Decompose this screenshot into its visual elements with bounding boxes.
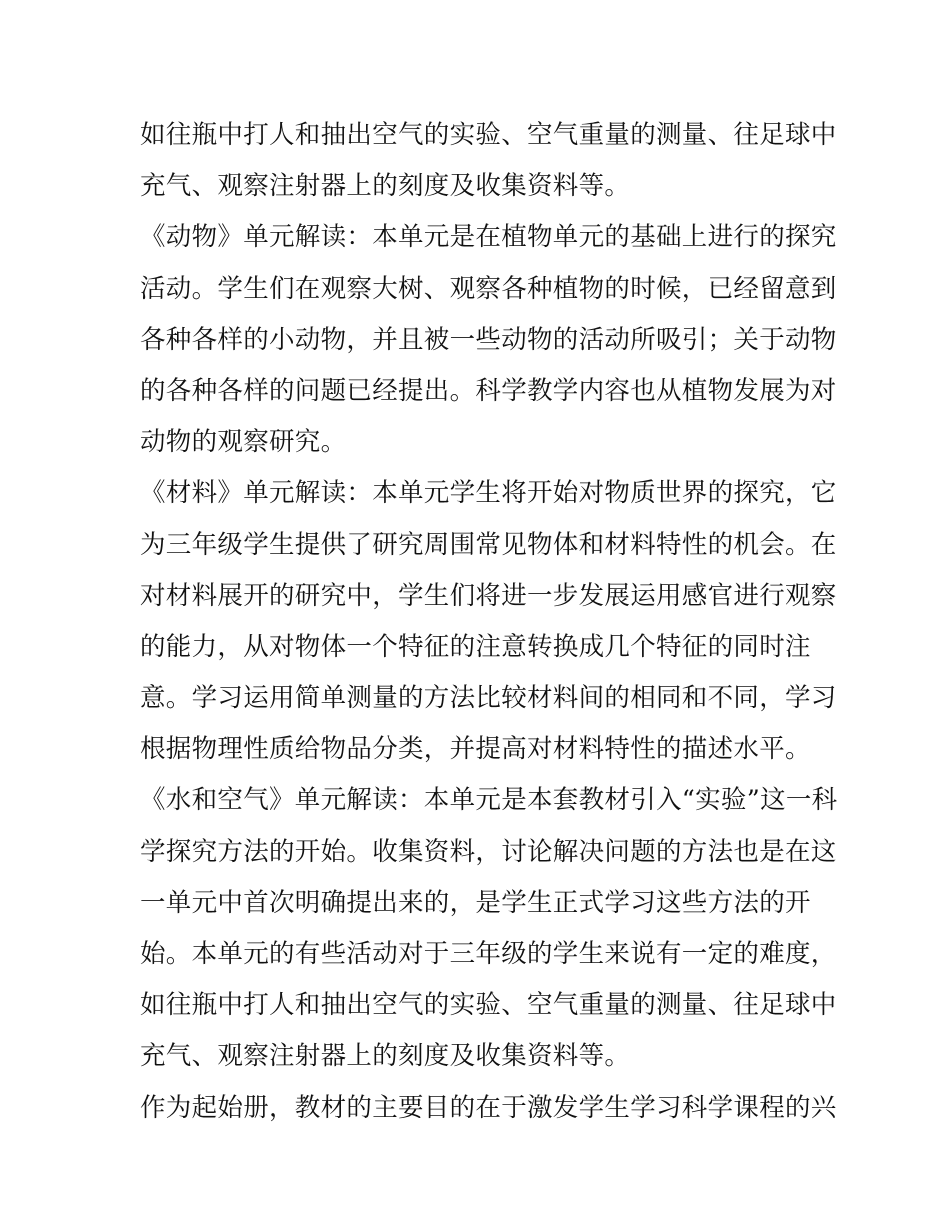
text-line: 活动。学生们在观察大树、观察各种植物的时候，已经留意到 [140,273,837,304]
text-line: 根据物理性质给物品分类，并提高对材料特性的描述水平。 [140,734,811,765]
text-line: 为三年级学生提供了研究周围常见物体和材料特性的机会。在 [140,529,837,560]
text-line: 的能力，从对物体一个特征的注意转换成几个特征的同时注 [140,631,811,662]
text-line: 《动物》单元解读：本单元是在植物单元的基础上进行的探究 [140,222,837,253]
text-line: 作为起始册，教材的主要目的在于激发学生学习科学课程的兴 [140,1092,837,1123]
text-line: 各种各样的小动物，并且被一些动物的活动所吸引；关于动物 [140,324,837,355]
text-line: 的各种各样的问题已经提出。科学教学内容也从植物发展为对 [140,375,837,406]
text-line: 一单元中首次明确提出来的，是学生正式学习这些方法的开 [140,887,811,918]
text-line: 始。本单元的有些活动对于三年级的学生来说有一定的难度， [140,939,837,969]
body-text [140,110,838,1134]
text-line: 对材料展开的研究中，学生们将进一步发展运用感官进行观察 [140,580,837,611]
text-line: 充气、观察注射器上的刻度及收集资料等。 [140,171,631,202]
text-line: 意。学习运用简单测量的方法比较材料间的相同和不同，学习 [140,683,837,714]
text-line: 如往瓶中打人和抽出空气的实验、空气重量的测量、往足球中 [140,990,837,1021]
text-line: 动物的观察研究。 [140,427,347,458]
text-line: 学探究方法的开始。收集资料，讨论解决问题的方法也是在这 [140,836,837,867]
text-line: 充气、观察注射器上的刻度及收集资料等。 [140,1041,631,1072]
text-line: 《水和空气》单元解读：本单元是本套教材引入“实验”这一科 [140,785,838,816]
text-line: 如往瓶中打人和抽出空气的实验、空气重量的测量、往足球中 [140,120,837,150]
text-line: 《材料》单元解读：本单元学生将开始对物质世界的探究，它 [140,478,837,509]
